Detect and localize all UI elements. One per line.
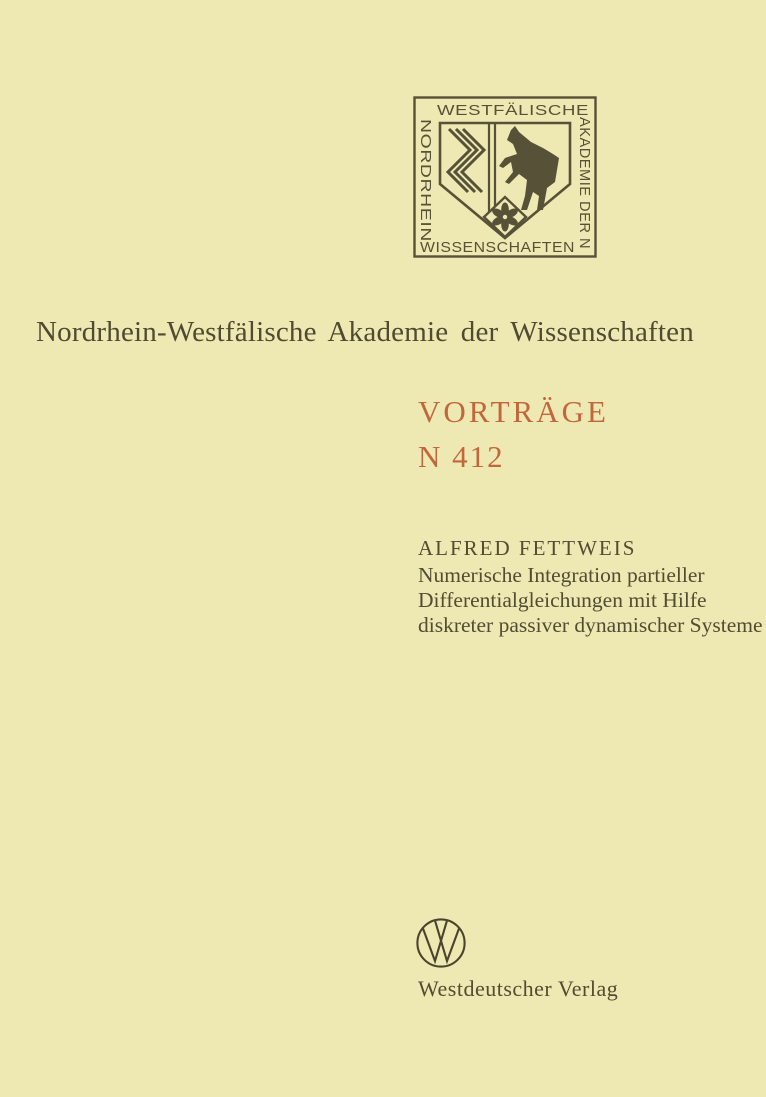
work-title-line-2: Differentialgleichungen mit Hilfe — [418, 588, 707, 612]
academy-name-heading: Nordrhein-Westfälische Akademie der Wissenschaften — [36, 316, 694, 348]
academy-crest — [413, 96, 597, 258]
series-number: N 412 — [418, 439, 505, 474]
work-title-line-1: Numerische Integration partieller — [418, 563, 705, 587]
crest-left-text: NORDRHEIN — [417, 119, 434, 215]
rhine-zigzag-icon — [448, 129, 484, 192]
westdeutscher-verlag-w-monogram-icon — [415, 916, 467, 970]
work-title-line-3: diskreter passiver dynamischer Systeme — [418, 613, 763, 637]
nrw-academy-crest-icon — [413, 96, 597, 258]
publisher-logo — [415, 916, 467, 970]
crest-right-text: AKADEMIE DER N — [576, 117, 593, 253]
series-title: VORTRÄGE — [418, 394, 609, 429]
publisher-name: Westdeutscher Verlag — [418, 976, 619, 1001]
shield-divider — [489, 124, 495, 212]
crest-top-text: WESTFÄLISCHE — [437, 102, 589, 119]
crest-bottom-text: WISSENSCHAFTEN — [420, 239, 575, 256]
work-title — [418, 563, 763, 638]
westphalian-horse-icon — [499, 126, 559, 210]
author-name: ALFRED FETTWEIS — [418, 536, 637, 560]
crest-border — [415, 98, 596, 257]
